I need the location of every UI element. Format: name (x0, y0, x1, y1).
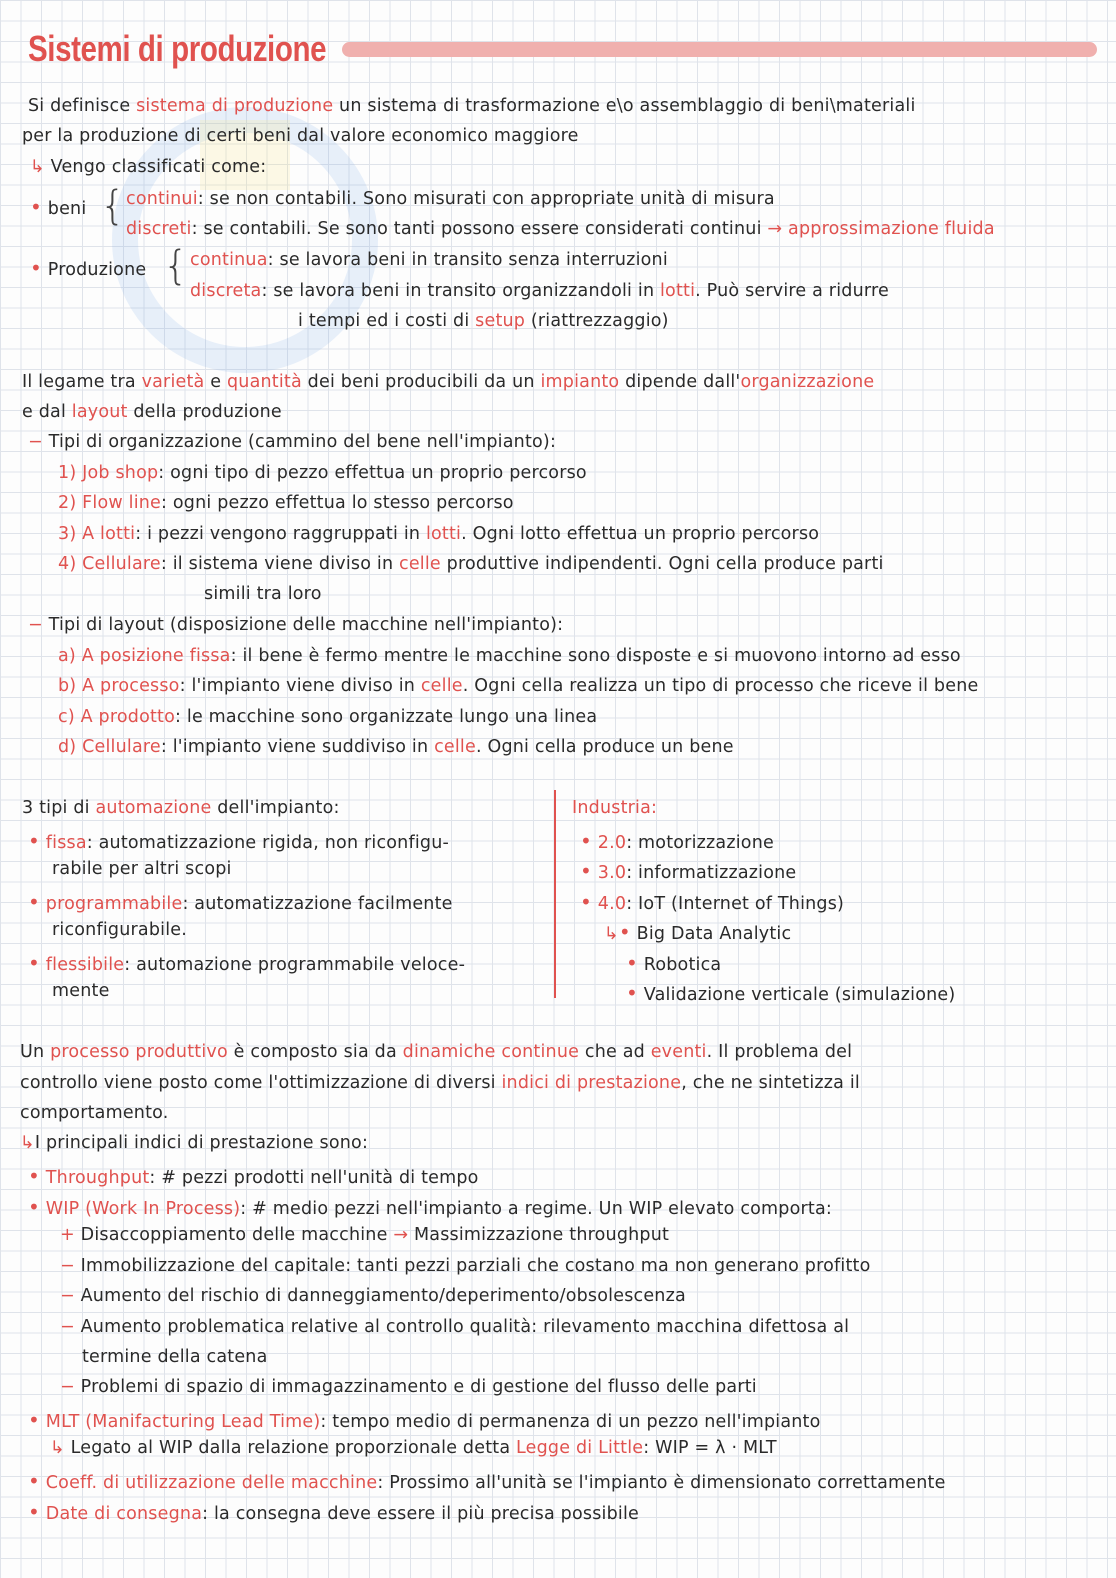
layout-item: d) Cellulare: l'impianto viene suddiviso in celle. Ogni cella produce un bene (58, 737, 734, 757)
layout-item: a) A posizione fissa: il bene è fermo mentre le macchine sono disposte e si muovono intorno ad esso (58, 646, 961, 666)
org-item-cont: simili tra loro (204, 584, 322, 604)
continua-line: continua: se lavora beni in transito senza interruzioni (190, 250, 668, 270)
title-underline-bar (342, 42, 1097, 57)
industria-sub-item: ↳• Big Data Analytic (604, 920, 792, 944)
intro-line-2: per la produzione di certi beni dal valore economico maggiore (22, 126, 579, 146)
return-arrow-icon: ↳ (50, 1438, 65, 1458)
intro-line-1: Si definisce sistema di produzione un sistema di trasformazione e\o assemblaggio di beni\materiali (28, 96, 916, 116)
automation-programmabile: • programmabile: automatizzazione facilmente (28, 890, 453, 914)
wip-item-cont: termine della catena (82, 1347, 268, 1367)
automation-flessibile-cont: mente (52, 981, 110, 1001)
automation-heading: 3 tipi di automazione dell'impianto: (22, 798, 340, 818)
bullet-icon: • (30, 256, 42, 280)
discreta-line-2: i tempi ed i costi di setup (riattrezzaggio) (298, 311, 669, 331)
index-mlt: • MLT (Manifacturing Lead Time): tempo medio di permanenza di un pezzo nell'impianto (28, 1408, 821, 1432)
automation-fissa: • fissa: automatizzazione rigida, non riconfigu- (28, 829, 450, 853)
layout-item: c) A prodotto: le macchine sono organizzate lungo una linea (58, 707, 598, 727)
industria-sub-item: • Robotica (626, 951, 722, 975)
index-coefficiente: • Coeff. di utilizzazione delle macchine: Prossimo all'unità se l'impianto è dimensionato correttamente (28, 1469, 946, 1493)
industria-sub-item: • Validazione verticale (simulazione) (626, 981, 956, 1005)
wip-item: + Disaccoppiamento delle macchine → Massimizzazione throughput (60, 1225, 670, 1245)
process-line-2: controllo viene posto come l'ottimizzazione di diversi indici di prestazione, che ne sintetizza il (20, 1073, 860, 1093)
wip-item: − Aumento del rischio di danneggiamento/deperimento/obsolescenza (60, 1286, 686, 1306)
industria-item: • 2.0: motorizzazione (580, 829, 774, 853)
automation-programmabile-cont: riconfigurabile. (52, 920, 187, 940)
intro-line-3: ↳ Vengo classificati come: (30, 157, 267, 177)
index-wip: • WIP (Work In Process): # medio pezzi nell'impianto a regime. Un WIP elevato comporta: (28, 1195, 832, 1219)
beni-label: • beni (30, 195, 87, 219)
index-throughput: • Throughput: # pezzi prodotti nell'unità di tempo (28, 1164, 479, 1188)
legame-line-1: Il legame tra varietà e quantità dei beni producibili da un impianto dipende dall'organizzazione (22, 372, 875, 392)
process-line-4: ↳I principali indici di prestazione sono: (20, 1133, 369, 1153)
wip-item: − Problemi di spazio di immagazzinamento e di gestione del flusso delle parti (60, 1377, 757, 1397)
process-line-1: Un processo produttivo è composto sia da dinamiche continue che ad eventi. Il problema del (20, 1042, 853, 1062)
automation-flessibile: • flessibile: automazione programmabile veloce- (28, 951, 466, 975)
org-item: 2) Flow line: ogni pezzo effettua lo stesso percorso (58, 493, 514, 513)
org-item: 4) Cellulare: il sistema viene diviso in celle produttive indipendenti. Ogni cella produce parti (58, 554, 884, 574)
produzione-label: • Produzione (30, 256, 147, 280)
layout-heading: − Tipi di layout (disposizione delle macchine nell'impianto): (28, 615, 564, 635)
org-item: 1) Job shop: ogni tipo di pezzo effettua un proprio percorso (58, 463, 587, 483)
return-arrow-icon: ↳ (30, 157, 45, 177)
automation-fissa-cont: rabile per altri scopi (52, 859, 232, 879)
return-arrow-icon: ↳ (604, 924, 619, 944)
brace-icon: { (163, 243, 189, 289)
continui-line: continui: se non contabili. Sono misurati con appropriate unità di misura (126, 189, 775, 209)
column-divider (554, 790, 556, 998)
discreti-line: discreti: se contabili. Se sono tanti possono essere considerati continui → approssimazione fluida (126, 219, 995, 239)
legame-line-2: e dal layout della produzione (22, 402, 282, 422)
bullet-icon: • (30, 195, 42, 219)
page-title: Sistemi di produzione (28, 28, 327, 69)
industria-item: • 4.0: IoT (Internet of Things) (580, 890, 845, 914)
return-arrow-icon: ↳ (20, 1133, 35, 1153)
wip-item: − Aumento problematica relative al controllo qualità: rilevamento macchina difettosa al (60, 1317, 850, 1337)
layout-item: b) A processo: l'impianto viene diviso in celle. Ogni cella realizza un tipo di processo che riceve il bene (58, 676, 979, 696)
industria-item: • 3.0: informatizzazione (580, 859, 797, 883)
process-line-3: comportamento. (20, 1103, 169, 1123)
discreta-line: discreta: se lavora beni in transito organizzandoli in lotti. Può servire a ridurre (190, 281, 889, 301)
brace-icon: { (100, 183, 126, 229)
org-heading: − Tipi di organizzazione (cammino del bene nell'impianto): (28, 432, 557, 452)
wip-item: − Immobilizzazione del capitale: tanti pezzi parziali che costano ma non generano profitto (60, 1256, 871, 1276)
org-item: 3) A lotti: i pezzi vengono raggruppati in lotti. Ogni lotto effettua un proprio percorso (58, 524, 820, 544)
industria-heading: Industria: (572, 798, 658, 818)
index-date-consegna: • Date di consegna: la consegna deve essere il più precisa possibile (28, 1500, 639, 1524)
mlt-little-law: ↳ Legato al WIP dalla relazione proporzionale detta Legge di Little: WIP = λ · MLT (50, 1438, 777, 1458)
